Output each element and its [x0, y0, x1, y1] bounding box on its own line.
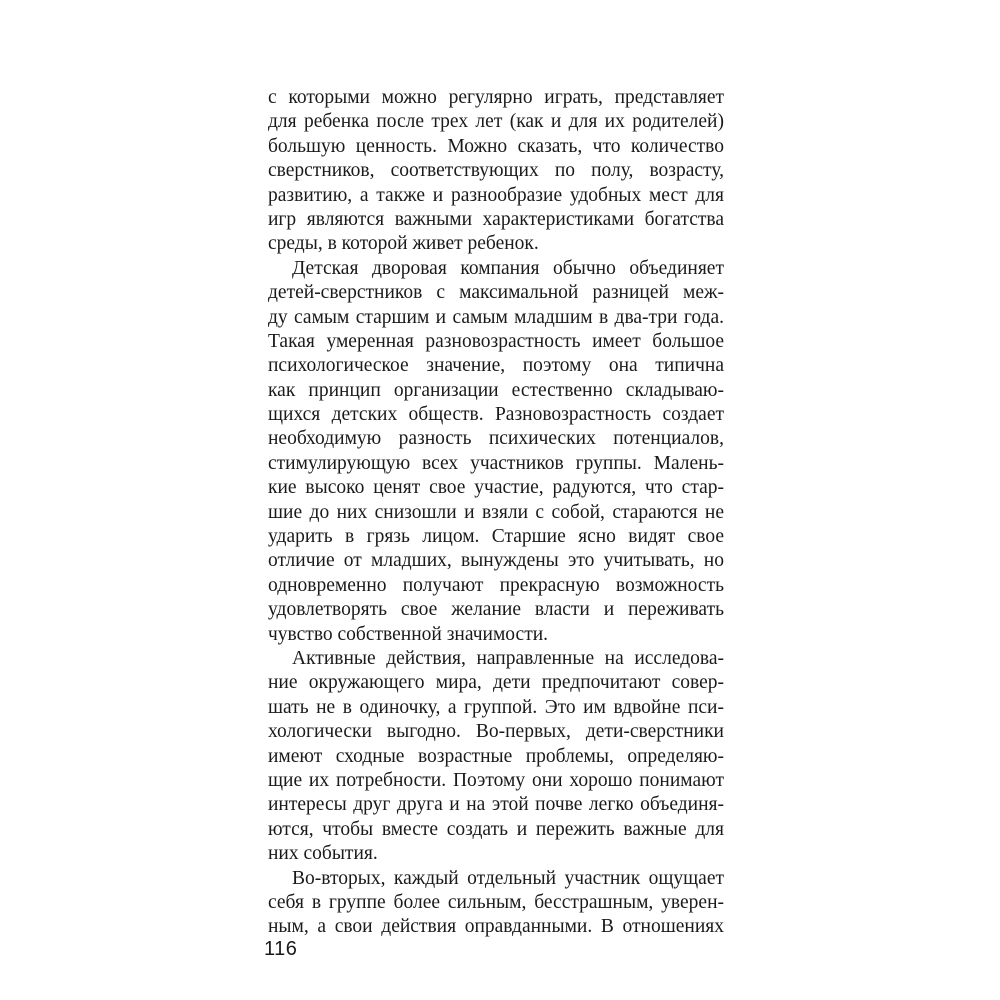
text-line: стимулирующую всех участников группы. Малень-	[268, 452, 724, 474]
text-line: ду самым старшим и самым младшим в два-три года.	[268, 306, 724, 328]
text-line: детей-сверстников с максимальной разницей меж-	[268, 282, 724, 304]
text-line: Активные действия, направленные на исследова-	[292, 647, 724, 669]
text-line: интересы друг друга и на этой почве легко объединя-	[268, 794, 724, 816]
text-line: одновременно получают прекрасную возможность	[268, 574, 724, 596]
text-line: среды, в которой живет ребенок.	[268, 233, 539, 255]
text-line: чувство собственной значимости.	[268, 623, 549, 645]
text-line: Такая умеренная разновозрастность имеет большое	[268, 330, 724, 352]
text-line: необходимую разность психических потенциалов,	[268, 428, 724, 450]
text-line: отличие от младших, вынуждены это учитывать, но	[268, 550, 724, 572]
text-line: ударить в грязь лицом. Старшие ясно видят свое	[268, 526, 724, 548]
text-line: щихся детских обществ. Разновозрастность создает	[268, 404, 724, 426]
text-line: игр являются важными характеристиками богатства	[268, 208, 724, 230]
paragraph	[268, 647, 724, 867]
text-line: них события.	[268, 843, 378, 865]
text-line: хологически выгодно. Во-первых, дети-сверстники	[268, 721, 724, 743]
text-line: психологическое значение, поэтому она типична	[268, 355, 724, 377]
text-line: щие их потребности. Поэтому они хорошо понимают	[268, 769, 724, 791]
text-line: большую ценность. Можно сказать, что количество	[268, 135, 724, 157]
text-line: как принцип организации естественно складываю-	[268, 379, 724, 401]
text-line: кие высоко ценят свое участие, радуются, что стар-	[268, 477, 724, 499]
text-line: развитию, а также и разнообразие удобных мест для	[268, 184, 724, 206]
text-line: Детская дворовая компания обычно объединяет	[292, 257, 724, 279]
text-line: сверстников, соответствующих по полу, возрасту,	[268, 160, 724, 182]
text-line: шие до них снизошли и взяли с собой, стараются не	[268, 501, 724, 523]
text-line: ным, а свои действия оправданными. В отношениях	[268, 916, 724, 938]
paragraph	[268, 86, 724, 257]
paragraph	[268, 867, 724, 940]
body-text	[268, 86, 724, 940]
text-line: ются, чтобы вместе создать и пережить важные для	[268, 818, 724, 840]
text-line: имеют сходные возрастные проблемы, определяю-	[268, 745, 724, 767]
text-line: удовлетворять свое желание власти и переживать	[268, 599, 724, 621]
page-number: 116	[264, 938, 298, 960]
paragraph	[268, 257, 724, 647]
text-line: шать не в одиночку, а группой. Это им вдвойне пси-	[268, 696, 724, 718]
text-line: с которыми можно регулярно играть, представляет	[268, 87, 724, 108]
text-line: Во-вторых, каждый отдельный участник ощущает	[292, 867, 724, 889]
text-line: ние окружающего мира, дети предпочитают совер-	[268, 672, 724, 694]
text-line: себя в группе более сильным, бесстрашным, уверен-	[268, 891, 724, 913]
text-line: для ребенка после трех лет (как и для их родителей)	[268, 111, 724, 133]
